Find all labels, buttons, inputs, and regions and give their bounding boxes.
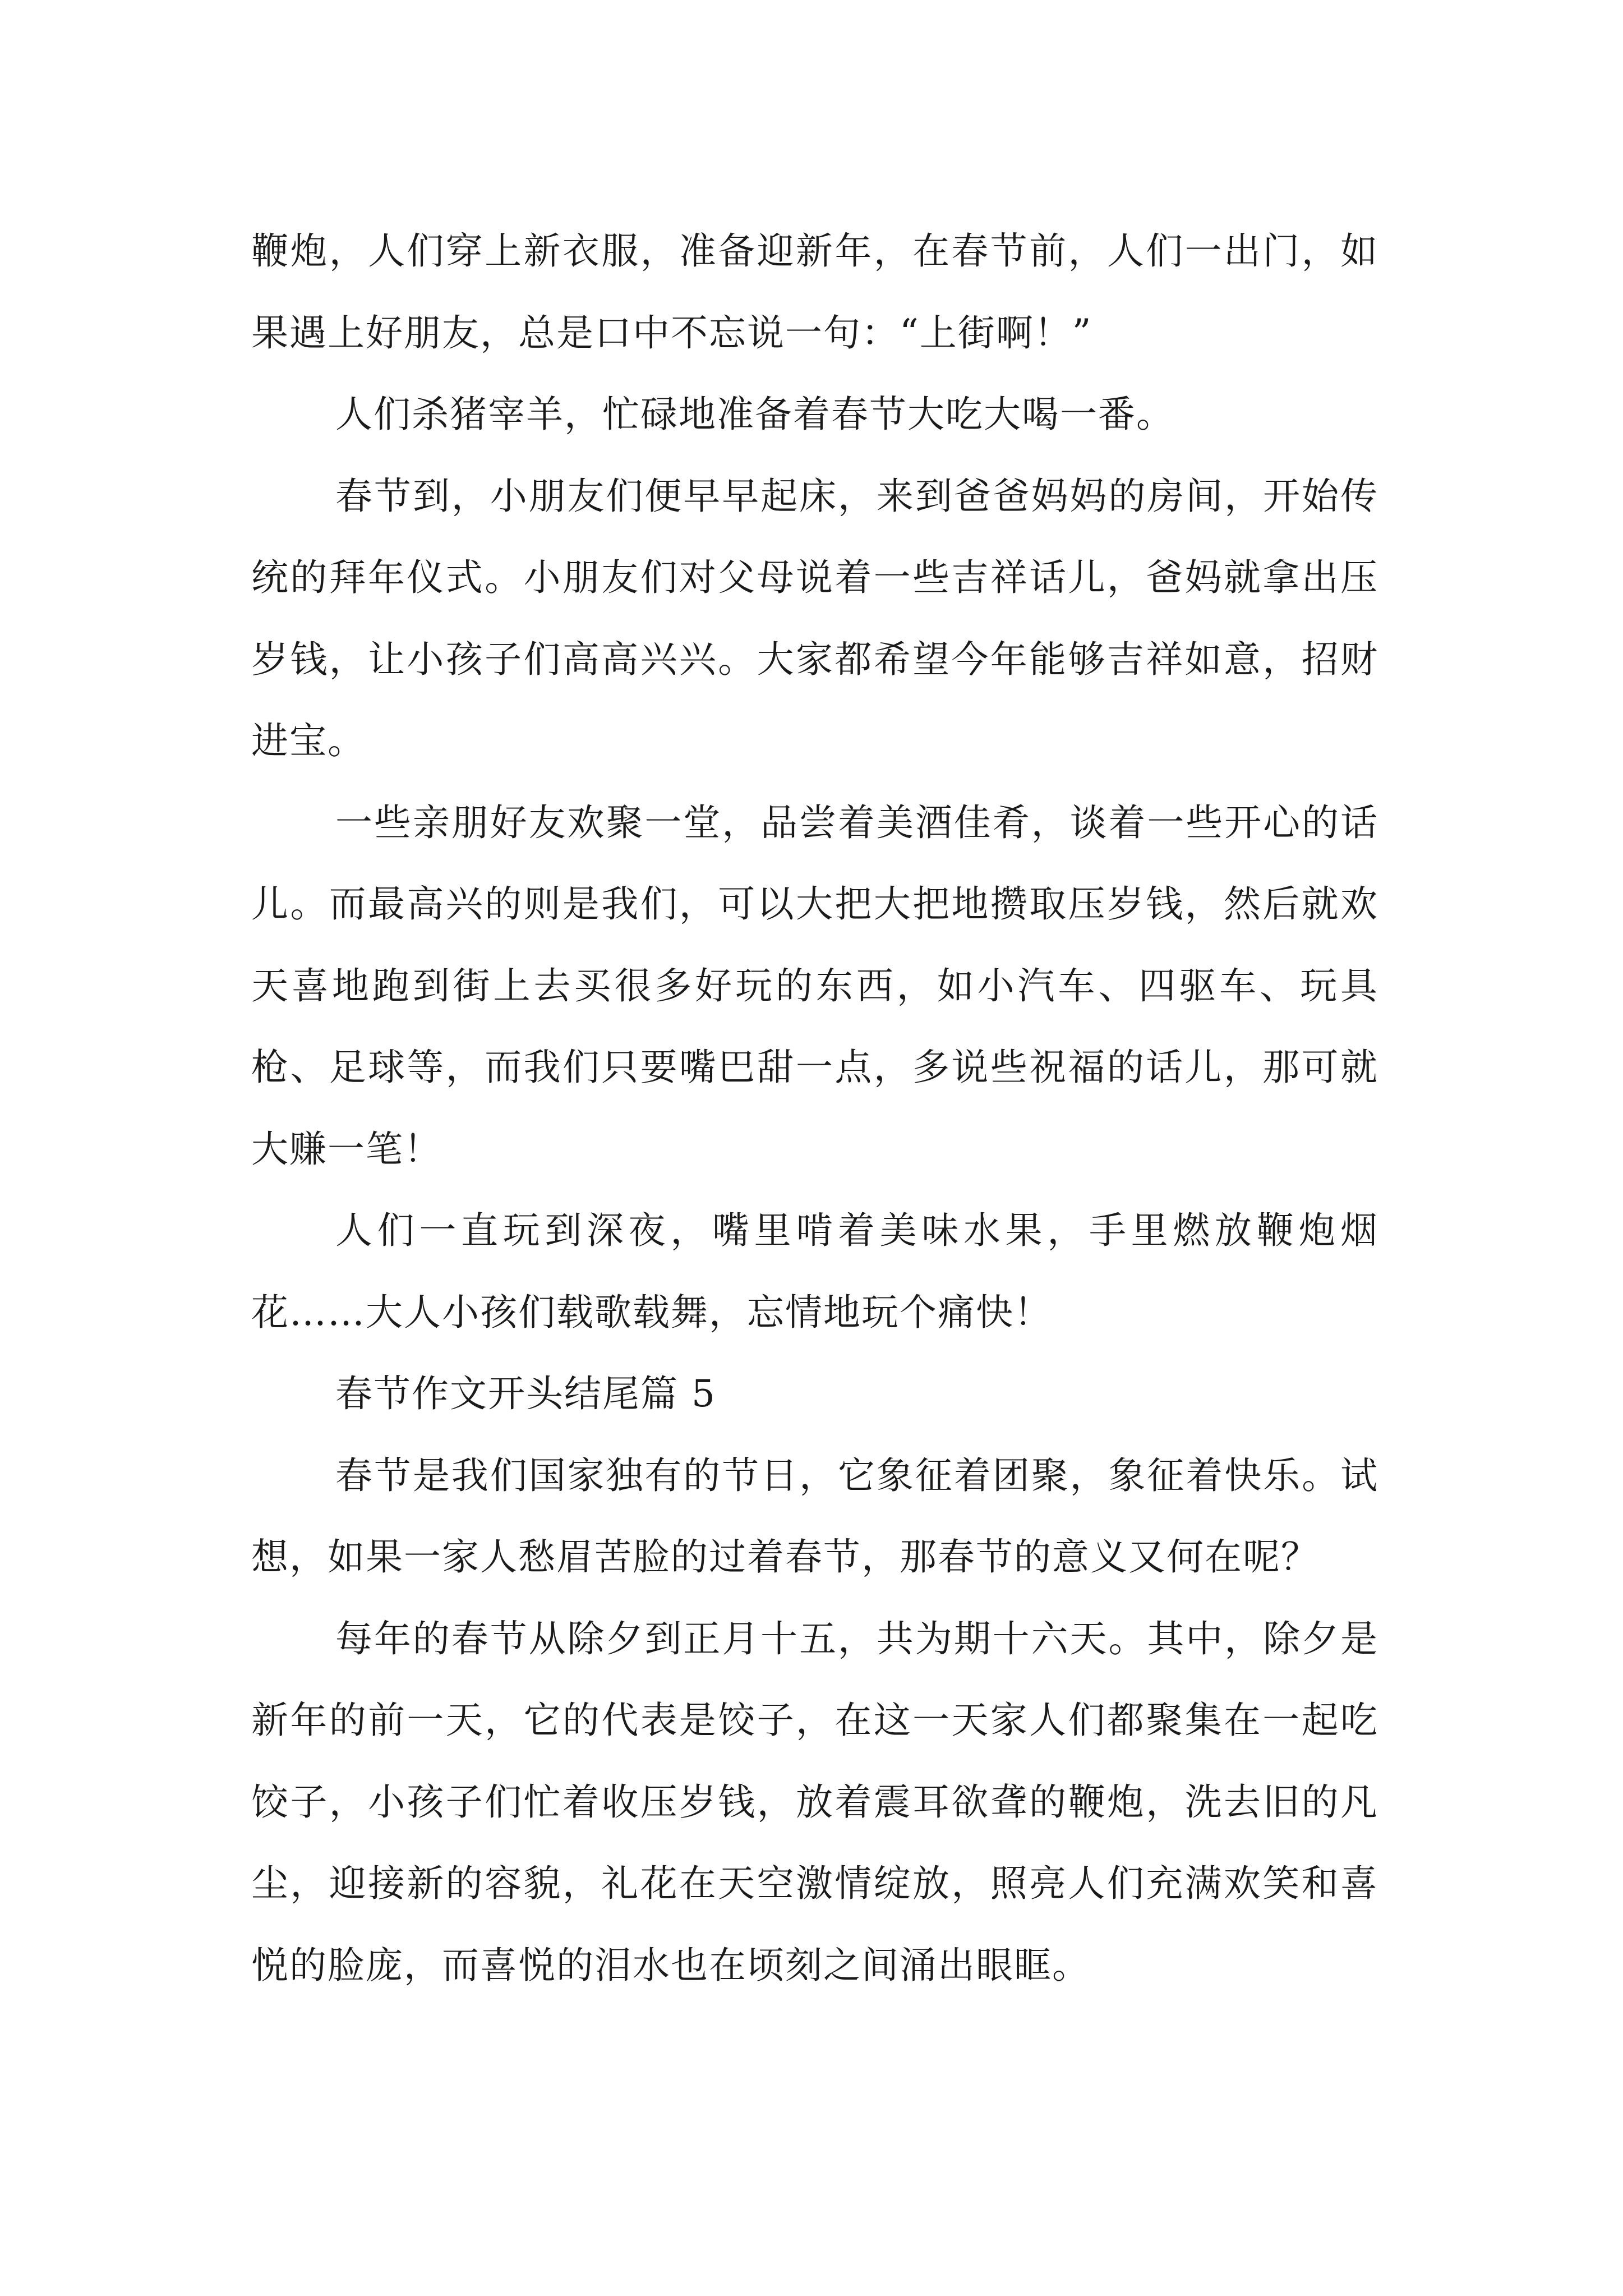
paragraph-continuation: 鞭炮，人们穿上新衣服，准备迎新年，在春节前，人们一出门，如果遇上好朋友，总是口中不忘说一句：“上街啊！” (251, 229, 1378, 355)
section-heading: 春节作文开头结尾篇 5 (335, 1372, 716, 1415)
paragraph: 一些亲朋好友欢聚一堂，品尝着美酒佳肴，谈着一些开心的话儿。而最高兴的则是我们，可以大把大把地攒取压岁钱，然后就欢天喜地跑到街上去买很多好玩的东西，如小汽车、四驱车、玩具枪、足球等，而我们只要嘴巴甜一点，多说些祝福的话儿，那可就大赚一笔！ (251, 800, 1378, 1171)
paragraph: 春节是我们国家独有的节日，它象征着团聚，象征着快乐。试想，如果一家人愁眉苦脸的过着春节，那春节的意义又何在呢？ (251, 1453, 1378, 1579)
document-body (251, 210, 1378, 2006)
paragraph: 人们一直玩到深夜，嘴里啃着美味水果，手里燃放鞭炮烟花……大人小孩们载歌载舞，忘情地玩个痛快！ (251, 1209, 1378, 1334)
paragraph: 人们杀猪宰羊，忙碌地准备着春节大吃大喝一番。 (335, 393, 1174, 436)
paragraph: 每年的春节从除夕到正月十五，共为期十六天。其中，除夕是新年的前一天，它的代表是饺子，在这一天家人们都聚集在一起吃饺子，小孩子们忙着收压岁钱，放着震耳欲聋的鞭炮，洗去旧的凡尘，迎接新的容貌，礼花在天空激情绽放，照亮人们充满欢笑和喜悦的脸庞，而喜悦的泪水也在顷刻之间涌出眼眶。 (251, 1617, 1378, 1987)
paragraph: 春节到，小朋友们便早早起床，来到爸爸妈妈的房间，开始传统的拜年仪式。小朋友们对父母说着一些吉祥话儿，爸妈就拿出压岁钱，让小孩子们高高兴兴。大家都希望今年能够吉祥如意，招财进宝。 (251, 474, 1378, 762)
